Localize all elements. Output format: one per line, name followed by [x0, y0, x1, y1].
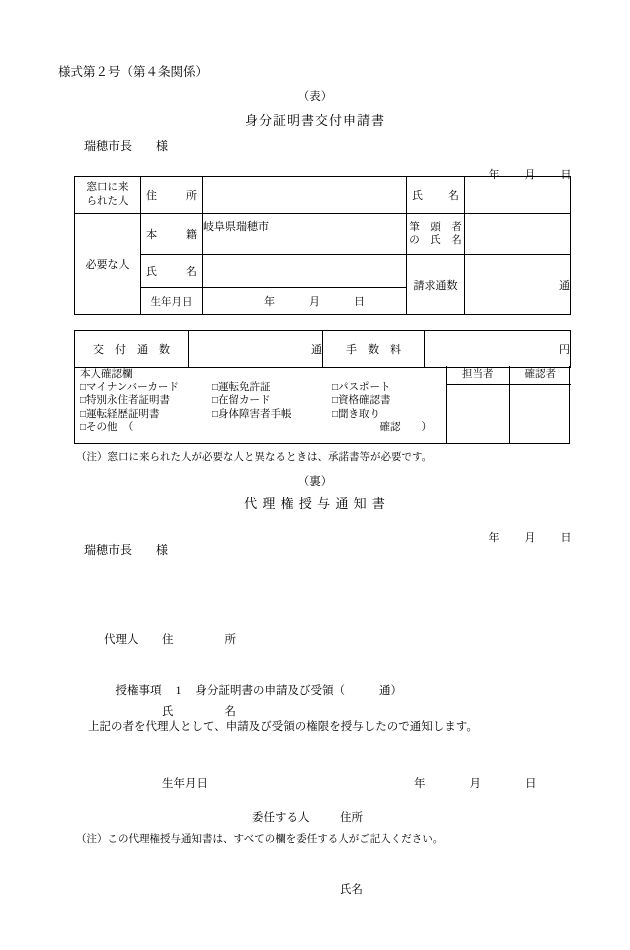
authorization-text: 身分証明書の申請及び受領（: [195, 685, 345, 697]
checkbox-label: 在留カード: [218, 395, 271, 407]
agent-dob-year-label: 年: [414, 778, 426, 790]
head-of-family-value[interactable]: [465, 214, 571, 255]
checkbox-driving-history-certificate[interactable]: [80, 408, 212, 421]
dob-label: 生年月日: [141, 288, 203, 315]
request-count-unit: 通: [559, 279, 570, 292]
issued-count-unit: 通: [311, 344, 322, 356]
back-date-month-label: 月: [524, 532, 536, 544]
honseki-label-cell: [141, 214, 203, 255]
checkbox-label: マイナンバーカード: [86, 382, 179, 394]
delegator-address-row: [252, 806, 363, 830]
addressee-front: 瑞穂市長 様: [84, 139, 169, 153]
checkbox-row-other: [80, 421, 446, 434]
checkbox-drivers-license[interactable]: [212, 381, 332, 394]
head-of-family-label: 筆 頭 者 の 氏 名: [407, 214, 465, 255]
checker-value[interactable]: [510, 385, 572, 443]
window-address-label: 住 所: [146, 190, 197, 202]
agent-address-label: 住 所: [162, 634, 236, 646]
window-person-label: 窓口に来 られた人: [75, 177, 141, 214]
checkbox-label: 資格確認書: [338, 395, 391, 407]
agent-dob-label: 生年月日: [162, 778, 208, 790]
back-side-marker: （裏）: [297, 476, 333, 488]
checkbox-special-permanent-resident[interactable]: [80, 394, 212, 407]
checkbox-icon: □: [80, 408, 87, 420]
applicant-table: [74, 176, 571, 315]
identity-verification-box: [74, 366, 570, 444]
fee-value-cell[interactable]: [425, 331, 571, 368]
checkbox-label: パスポート: [338, 382, 391, 394]
front-side-marker: （表）: [297, 91, 333, 103]
checkbox-icon: □: [80, 395, 87, 407]
agent-role-label: 代理人: [104, 634, 139, 646]
authorization-unit: 通）: [379, 685, 402, 697]
checkbox-icon: □: [212, 382, 219, 394]
window-address-value[interactable]: [203, 177, 407, 214]
delegator-name-label: 氏名: [340, 884, 363, 896]
checkbox-label: 身体障害者手帳: [218, 408, 292, 420]
checkbox-icon: □: [332, 395, 339, 407]
back-date-year-label: 年: [488, 532, 500, 544]
checkbox-label: その他 （: [86, 421, 134, 433]
date-day-label: 日: [560, 169, 572, 181]
checkbox-other[interactable]: [80, 421, 133, 434]
other-confirm-label: 確認 ）: [379, 421, 432, 433]
table-row-honseki: [75, 214, 571, 255]
fee-label: 手 数 料: [323, 331, 425, 368]
form-number: 様式第２号（第４条関係）: [58, 65, 209, 79]
dob-day-label: 日: [354, 296, 365, 308]
needed-name-label: 氏 名: [146, 266, 197, 278]
table-row-window-person: [75, 177, 571, 214]
window-name-label: 氏 名: [412, 190, 459, 202]
dob-month-label: 月: [309, 296, 320, 308]
authorization-label: 授権事項: [115, 685, 162, 697]
date-year-label: 年: [488, 169, 500, 181]
dob-year-label: 年: [264, 296, 275, 308]
checkbox-passport[interactable]: [332, 381, 442, 394]
date-month-label: 月: [524, 169, 536, 181]
checkbox-row-2: [80, 394, 446, 407]
issued-count-label: 交 付 通 数: [75, 331, 189, 368]
needed-name-label-cell: [141, 255, 203, 288]
honseki-value[interactable]: 岐阜県瑞穂市: [203, 214, 407, 255]
delegator-role-label: 委任する人: [252, 812, 310, 824]
checkbox-icon: □: [80, 421, 87, 433]
back-date-day-label: 日: [560, 532, 572, 544]
dob-marks: [203, 293, 406, 309]
verification-heading: 本人確認欄: [80, 369, 133, 380]
checkbox-icon: □: [212, 408, 219, 420]
request-count-label: 請求通数: [407, 255, 465, 315]
agent-name-label: 氏 名: [162, 706, 236, 718]
checkbox-icon: □: [332, 382, 339, 394]
delegator-name-spacer: [252, 878, 340, 902]
dob-value-cell[interactable]: [203, 288, 407, 315]
checkbox-interview[interactable]: [332, 408, 442, 421]
delegator-block: [252, 758, 363, 950]
checkbox-residence-card[interactable]: [212, 394, 332, 407]
staff-checker-area: [447, 366, 571, 443]
checkbox-label: 運転経歴証明書: [86, 408, 160, 420]
checkbox-disability-certificate[interactable]: [212, 408, 332, 421]
issued-count-value-cell[interactable]: [189, 331, 323, 368]
delegator-name-row: [252, 878, 363, 902]
checkbox-label: 聞き取り: [338, 408, 381, 420]
note-back: （注）この代理権授与通知書は、すべての欄を委任する人がご記入ください。: [76, 834, 444, 845]
table-row-issue: [75, 331, 571, 368]
staff-label: 担当者: [447, 366, 510, 384]
agent-dob-month-label: 月: [469, 778, 481, 790]
note-front: （注）窓口に来られた人が必要な人と異なるときは、承諾書等が必要です。: [76, 452, 433, 463]
fee-unit: 円: [559, 344, 570, 356]
agent-address-row: [104, 628, 537, 652]
page-title: 身分証明書交付申請書: [244, 113, 385, 128]
window-address-label-cell: [141, 177, 203, 214]
checkbox-icon: □: [212, 395, 219, 407]
honseki-label: 本 籍: [146, 229, 197, 241]
needed-person-label: 必要な人: [75, 214, 141, 315]
checkbox-row-1: [80, 381, 446, 394]
addressee-back: 瑞穂市長 様: [84, 543, 169, 557]
checkbox-icon: □: [80, 382, 87, 394]
authorization-item: [104, 670, 402, 710]
verification-checkbox-area: [75, 366, 447, 443]
issue-fee-table: [74, 330, 571, 368]
agent-dob-spacer: [104, 772, 162, 796]
declaration-text: 上記の者を代理人として、申請及び受領の権限を授与したので通知します。: [88, 721, 478, 733]
agent-dob-marks[interactable]: [414, 772, 537, 796]
table-row-needed-name: [75, 255, 571, 288]
checkbox-label: 特別永住者証明書: [86, 395, 171, 407]
checkbox-my-number-card[interactable]: [80, 381, 212, 394]
delegator-address-label: 住所: [340, 812, 363, 824]
request-count-value-cell[interactable]: [465, 255, 571, 315]
checkbox-row-3: [80, 408, 446, 421]
authorization-number: 1: [175, 685, 182, 697]
checkbox-qualification-certificate[interactable]: [332, 394, 442, 407]
window-name-value[interactable]: [465, 177, 571, 214]
window-name-label-cell: [407, 177, 465, 214]
staff-checker-headers: [447, 366, 571, 385]
needed-name-value[interactable]: [203, 255, 407, 288]
checker-label: 確認者: [524, 369, 556, 380]
back-title: 代 理 権 授 与 通 知 書: [244, 496, 386, 511]
checkbox-icon: □: [332, 408, 339, 420]
checkbox-label: 運転免許証: [218, 382, 271, 394]
staff-checker-values: [447, 385, 571, 443]
staff-value[interactable]: [447, 385, 510, 443]
agent-dob-day-label: 日: [525, 778, 537, 790]
date-line-back: [465, 517, 584, 557]
